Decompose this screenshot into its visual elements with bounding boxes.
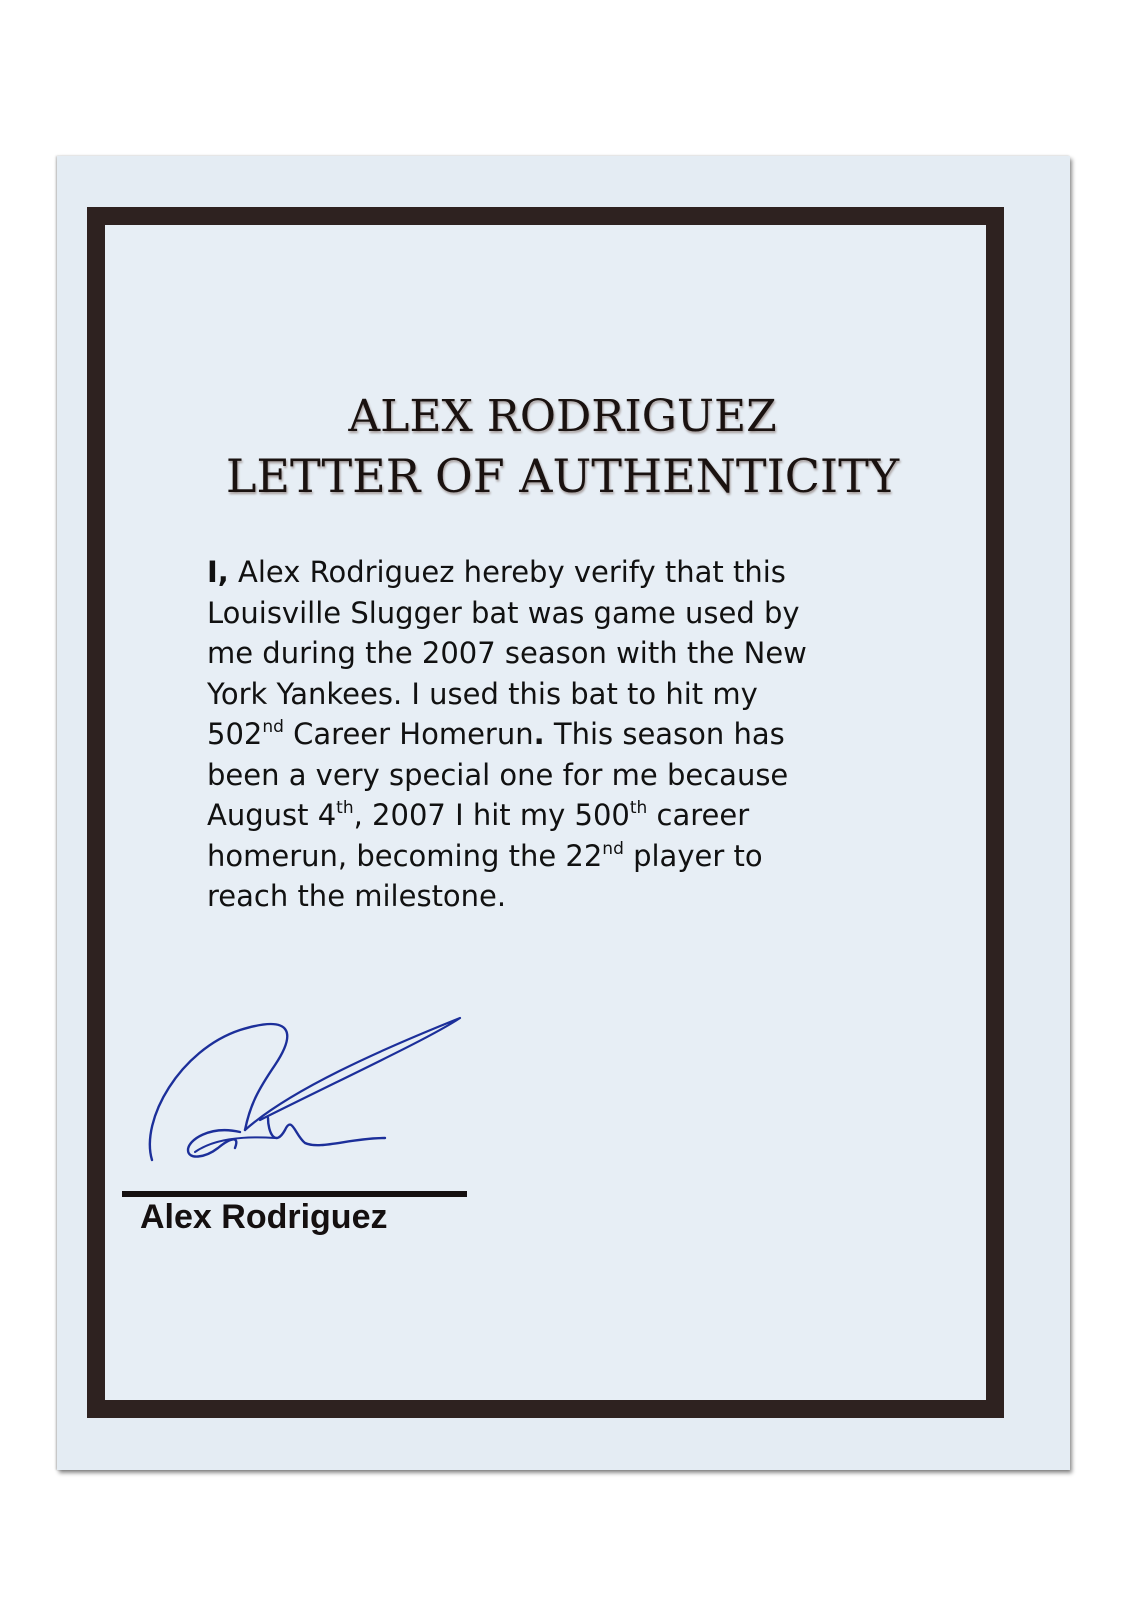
body-line-3: me during the 2007 season with the New — [207, 636, 807, 670]
body-line-2: Louisville Slugger bat was game used by — [207, 595, 800, 630]
ordinal-suffix: th — [336, 798, 354, 818]
body-line-5-tail: This season has — [544, 717, 785, 751]
ordinal-suffix: nd — [602, 838, 624, 859]
body-line-7-end: career — [647, 798, 750, 832]
signer-printed-name: Alex Rodriguez — [140, 1198, 388, 1236]
body-line-1-text: Alex Rodriguez hereby verify that this — [228, 555, 786, 589]
body-line-4: York Yankees. I used this bat to hit my — [207, 676, 758, 711]
homerun-number: 502 — [207, 717, 263, 751]
bold-period: . — [533, 717, 545, 751]
body-line-7 — [207, 795, 917, 836]
body-line-8 — [207, 836, 917, 877]
body-line-1 — [207, 552, 917, 593]
body-line-7-date: August 4 — [207, 798, 337, 832]
ordinal-suffix: nd — [262, 717, 284, 737]
signature-line — [122, 1191, 467, 1197]
letter-body — [207, 552, 917, 917]
letter-title-heading: LETTER OF AUTHENTICITY — [225, 449, 900, 503]
body-line-5 — [207, 714, 917, 755]
body-line-7-mid: , 2007 I hit my 500 — [353, 798, 630, 832]
body-opening-pronoun: I, — [207, 555, 229, 589]
letter-title-name: ALEX RODRIGUEZ — [348, 391, 777, 442]
body-line-8-end: player to — [623, 838, 763, 873]
body-line-8-start: homerun, becoming the 22 — [207, 838, 603, 873]
body-line-9: reach the milestone. — [207, 879, 507, 913]
ordinal-suffix: th — [629, 798, 648, 818]
handwritten-signature — [140, 1010, 485, 1200]
body-line-5-text: Career Homerun — [283, 717, 534, 751]
body-line-6: been a very special one for me because — [207, 757, 789, 792]
